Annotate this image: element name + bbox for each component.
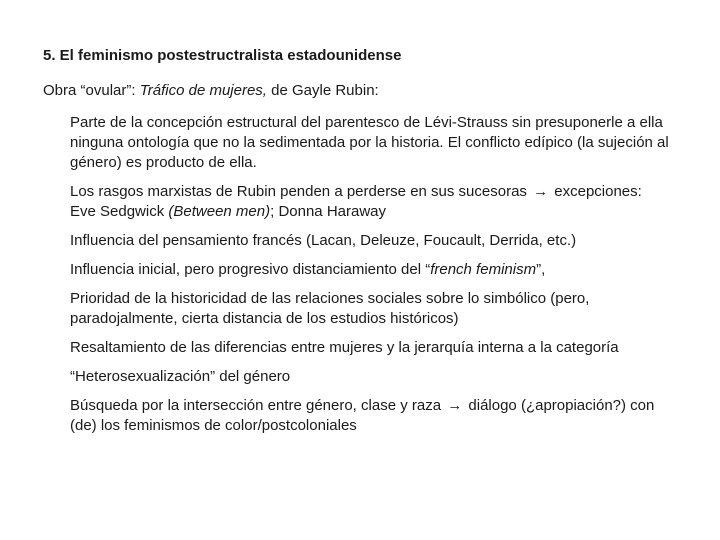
point-text: Búsqueda por la intersección entre género, clase y raza — [70, 397, 446, 414]
slide-title: 5. El feminismo postestructralista estadounidense — [43, 47, 402, 64]
point-text: Prioridad de la historicidad de las relaciones sociales sobre lo simbólico (pero, paradojalmente, cierta distancia de los estudios históricos) — [70, 290, 590, 327]
point-marxist-traits — [70, 182, 670, 222]
point-differences — [70, 338, 670, 358]
point-text: excepciones: Eve Sedgwick — [70, 183, 642, 220]
work-suffix: de Gayle Rubin: — [266, 82, 379, 99]
point-heterosexualization — [70, 367, 670, 387]
point-structural-kinship — [70, 113, 670, 173]
point-text: diálogo (¿apropiación?) con (de) los feminismos de color/postcoloniales — [70, 397, 655, 434]
point-french-feminism — [70, 260, 670, 280]
point-list — [70, 113, 670, 445]
point-italic: (Between men) — [168, 203, 271, 220]
arrow-right-icon: → — [447, 397, 463, 414]
point-french-thought — [70, 231, 670, 251]
point-text: ”, — [536, 261, 546, 278]
work-prefix: Obra “ovular”: — [43, 82, 140, 99]
point-text: Los rasgos marxistas de Rubin penden a perderse en sus sucesoras — [70, 183, 532, 200]
point-text: Parte de la concepción estructural del parentesco de Lévi-Strauss sin presuponerle a ella ninguna ontología que no la sedimentada por la historia. El conflicto edípico (la sujeción al género) es producto de ella. — [70, 114, 669, 171]
arrow-right-icon: → — [533, 183, 549, 200]
work-line — [43, 82, 379, 99]
work-title: Tráfico de mujeres, — [139, 82, 267, 99]
point-text: Resaltamiento de las diferencias entre mujeres y la jerarquía interna a la categoría — [70, 339, 619, 356]
point-text: Influencia inicial, pero progresivo distanciamiento del “ — [70, 261, 431, 278]
point-text: Influencia del pensamiento francés (Lacan, Deleuze, Foucault, Derrida, etc.) — [70, 232, 577, 249]
point-intersection — [70, 396, 670, 436]
point-historicity — [70, 289, 670, 329]
point-text: “Heterosexualización” del género — [70, 368, 291, 385]
point-italic: french feminism — [430, 261, 537, 278]
point-text: ; Donna Haraway — [270, 203, 387, 220]
